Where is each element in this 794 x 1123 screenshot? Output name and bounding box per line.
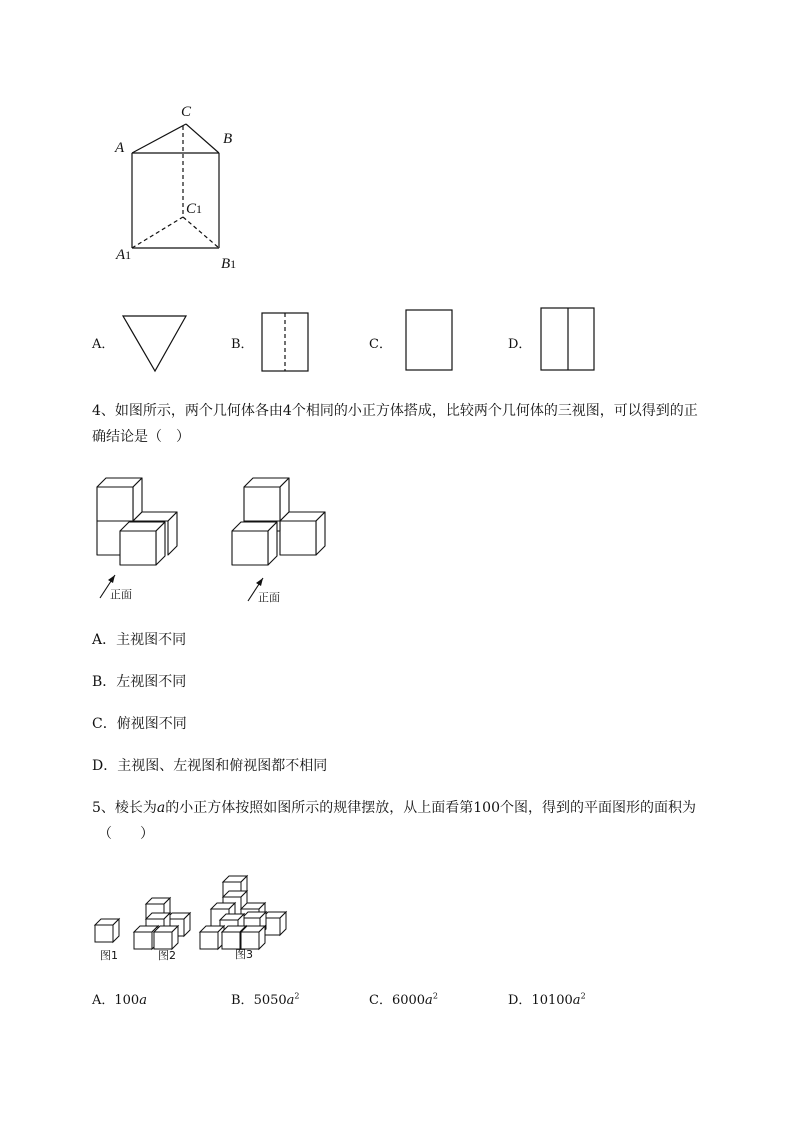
q3-option-a-letter[interactable]: A． xyxy=(92,337,115,352)
vertex-label-b: B xyxy=(223,131,233,147)
q5-option-b[interactable] xyxy=(231,989,300,1008)
q5-option-b-exp: 2 xyxy=(294,991,300,1001)
vertex-label-c1-letter: C xyxy=(186,201,197,217)
q5-text-after: 的小正方体按照如图所示的规律摆放，从上面看第100个图，得到的平面图形的面积为 xyxy=(165,800,697,816)
q5-fig-label-1: 图1 xyxy=(100,949,118,962)
q5-option-c-letter: C． xyxy=(369,993,392,1008)
q5-option-b-letter: B． xyxy=(231,993,254,1008)
q3-option-d-letter[interactable]: D． xyxy=(508,337,532,352)
q5-option-d-var: a xyxy=(572,993,581,1008)
q5-fig-label-3: 图3 xyxy=(235,948,253,961)
q5-option-a-letter: A． xyxy=(92,993,115,1008)
q5-text-line2: （ ） xyxy=(98,826,154,842)
q5-option-d-value: 10100 xyxy=(531,993,573,1008)
q5-text-before: 5、棱长为 xyxy=(92,800,157,816)
vertex-label-c: C xyxy=(181,104,192,120)
q4-option-b[interactable]: B．左视图不同 xyxy=(92,674,187,690)
vertex-label-b1 xyxy=(221,256,236,273)
q5-option-b-value: 5050 xyxy=(253,993,287,1008)
q5-option-c-value: 6000 xyxy=(391,993,426,1008)
vertex-label-a1-sub: 1 xyxy=(125,248,132,262)
vertex-label-c1 xyxy=(186,201,202,218)
q5-var: a xyxy=(156,800,166,816)
q5-text-line1 xyxy=(92,795,696,821)
vertex-label-a: A xyxy=(115,140,125,156)
q4-option-d[interactable]: D．主视图、左视图和俯视图都不相同 xyxy=(92,758,328,774)
vertex-label-a1 xyxy=(116,247,131,264)
q3-option-b-letter[interactable]: B． xyxy=(231,337,254,352)
vertex-label-b1-letter: B xyxy=(221,256,231,272)
q5-option-a[interactable] xyxy=(92,989,147,1008)
vertex-label-b1-sub: 1 xyxy=(230,257,237,271)
q5-figures xyxy=(0,0,1,1)
q4-text-line1: 4、如图所示，两个几何体各由4个相同的小正方体搭成，比较两个几何体的三视图，可以得到的正 xyxy=(92,403,698,419)
q4-front-label-1: 正面 xyxy=(110,588,132,601)
vertex-label-a1-letter: A xyxy=(116,247,126,263)
q5-option-c-var: a xyxy=(425,993,433,1008)
q5-option-d-exp: 2 xyxy=(580,991,586,1001)
q5-option-a-var: a xyxy=(139,993,147,1008)
q5-option-c[interactable] xyxy=(369,989,438,1008)
q5-option-b-var: a xyxy=(286,993,295,1008)
q4-option-a[interactable]: A．主视图不同 xyxy=(92,632,187,648)
q4-front-label-2: 正面 xyxy=(258,591,280,604)
q5-option-a-value: 100 xyxy=(114,993,140,1008)
vertex-label-c1-sub: 1 xyxy=(196,202,203,216)
q5-option-d[interactable] xyxy=(508,989,586,1008)
q5-option-c-exp: 2 xyxy=(432,991,438,1001)
q4-text-line2: 确结论是（ ） xyxy=(92,429,190,445)
q5-fig-label-2: 图2 xyxy=(158,949,176,962)
q4-option-c[interactable]: C．俯视图不同 xyxy=(92,716,187,732)
q5-option-d-letter: D． xyxy=(508,993,532,1008)
q3-option-c-letter[interactable]: C． xyxy=(369,337,392,352)
